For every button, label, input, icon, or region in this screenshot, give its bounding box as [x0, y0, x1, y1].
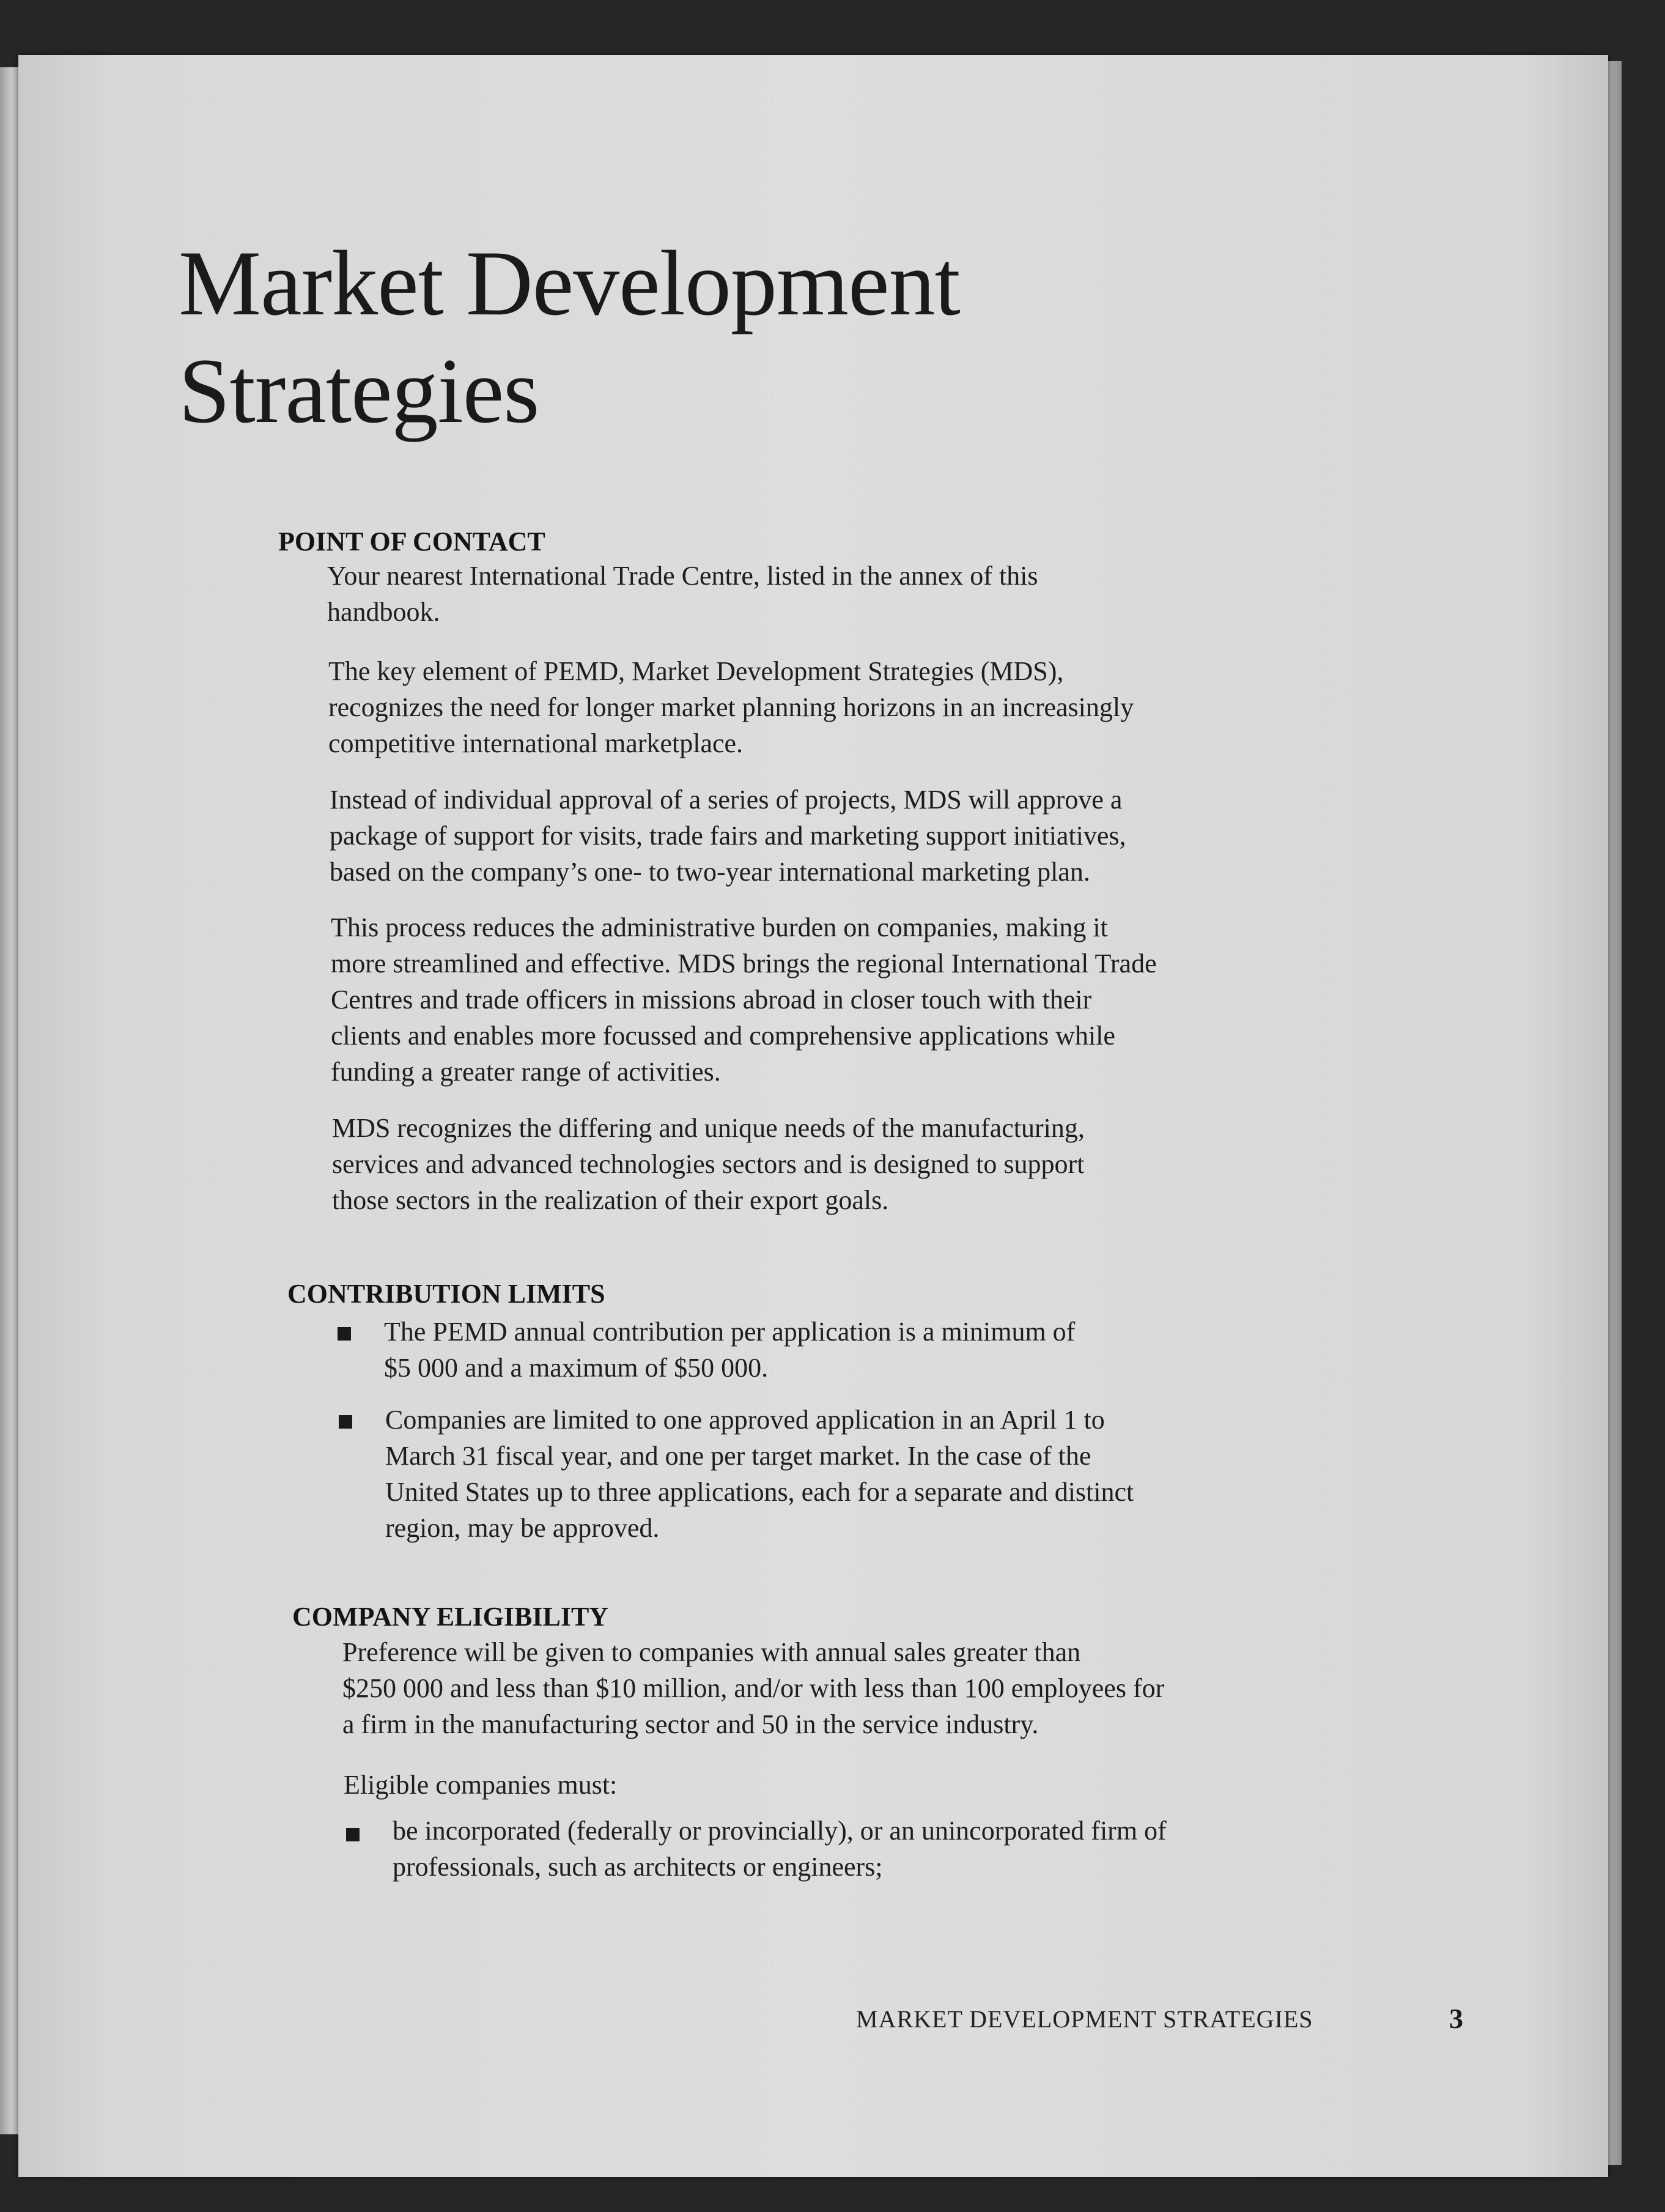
bullet-item-limits: Companies are limited to one approved application in an April 1 to March 31 fiscal year, and one per target market. In the case of the United States up to three applications, each for a separate and distinct region, may be approved. — [385, 1405, 1134, 1543]
paragraph-key-element: The key element of PEMD, Market Development Strategies (MDS), recognizes the need for longer market planning horizons in an increasingly competitive international marketplace. — [328, 656, 1134, 758]
page-stack-edge — [1608, 61, 1622, 2165]
paragraph-preference: Preference will be given to companies with annual sales greater than $250 000 and less than $10 million, and/or with less than 100 employees for a firm in the manufacturing sector and 50 in the service industry. — [342, 1637, 1165, 1739]
paragraph-sectors: MDS recognizes the differing and unique needs of the manufacturing, services and advanced technologies sectors and is designed to support those sectors in the realization of their export goals. — [332, 1113, 1085, 1215]
page-number: 3 — [1449, 2003, 1463, 2034]
paragraph-contact: Your nearest International Trade Centre, listed in the annex of this handbook. — [327, 561, 1038, 627]
page-title — [179, 229, 960, 445]
paragraph-process: This process reduces the administrative burden on companies, making it more streamlined and effective. MDS brings the regional International Trade Centres and trade officers in missions abroad in closer touch with their clients and enables more focussed and comprehensive applications while funding a greater range of activities. — [331, 912, 1157, 1087]
heading-point-of-contact: POINT OF CONTACT — [278, 527, 545, 557]
bullet-square-icon — [339, 1415, 352, 1429]
paragraph-approval: Instead of individual approval of a series of projects, MDS will approve a package of support for visits, trade fairs and marketing support initiatives, based on the company’s one- to two-year international marketing plan. — [330, 785, 1126, 887]
facing-page-edge — [0, 67, 18, 2134]
page-title-line-2: Strategies — [179, 339, 539, 442]
bullet-item-contribution: The PEMD annual contribution per application is a minimum of $5 000 and a maximum of $50 000. — [384, 1317, 1076, 1383]
heading-company-eligibility: COMPANY ELIGIBILITY — [292, 1602, 609, 1632]
bullet-square-icon — [338, 1327, 351, 1341]
bullet-square-icon — [346, 1828, 360, 1841]
paragraph-eligible-must: Eligible companies must: — [344, 1770, 618, 1800]
heading-contribution-limits: CONTRIBUTION LIMITS — [287, 1279, 605, 1309]
page-title-line-1: Market Development — [179, 232, 960, 335]
running-footer-title: MARKET DEVELOPMENT STRATEGIES — [856, 2005, 1313, 2033]
bullet-item-incorporated: be incorporated (federally or provincially), or an unincorporated firm of professionals, such as architects or engineers; — [393, 1816, 1167, 1882]
